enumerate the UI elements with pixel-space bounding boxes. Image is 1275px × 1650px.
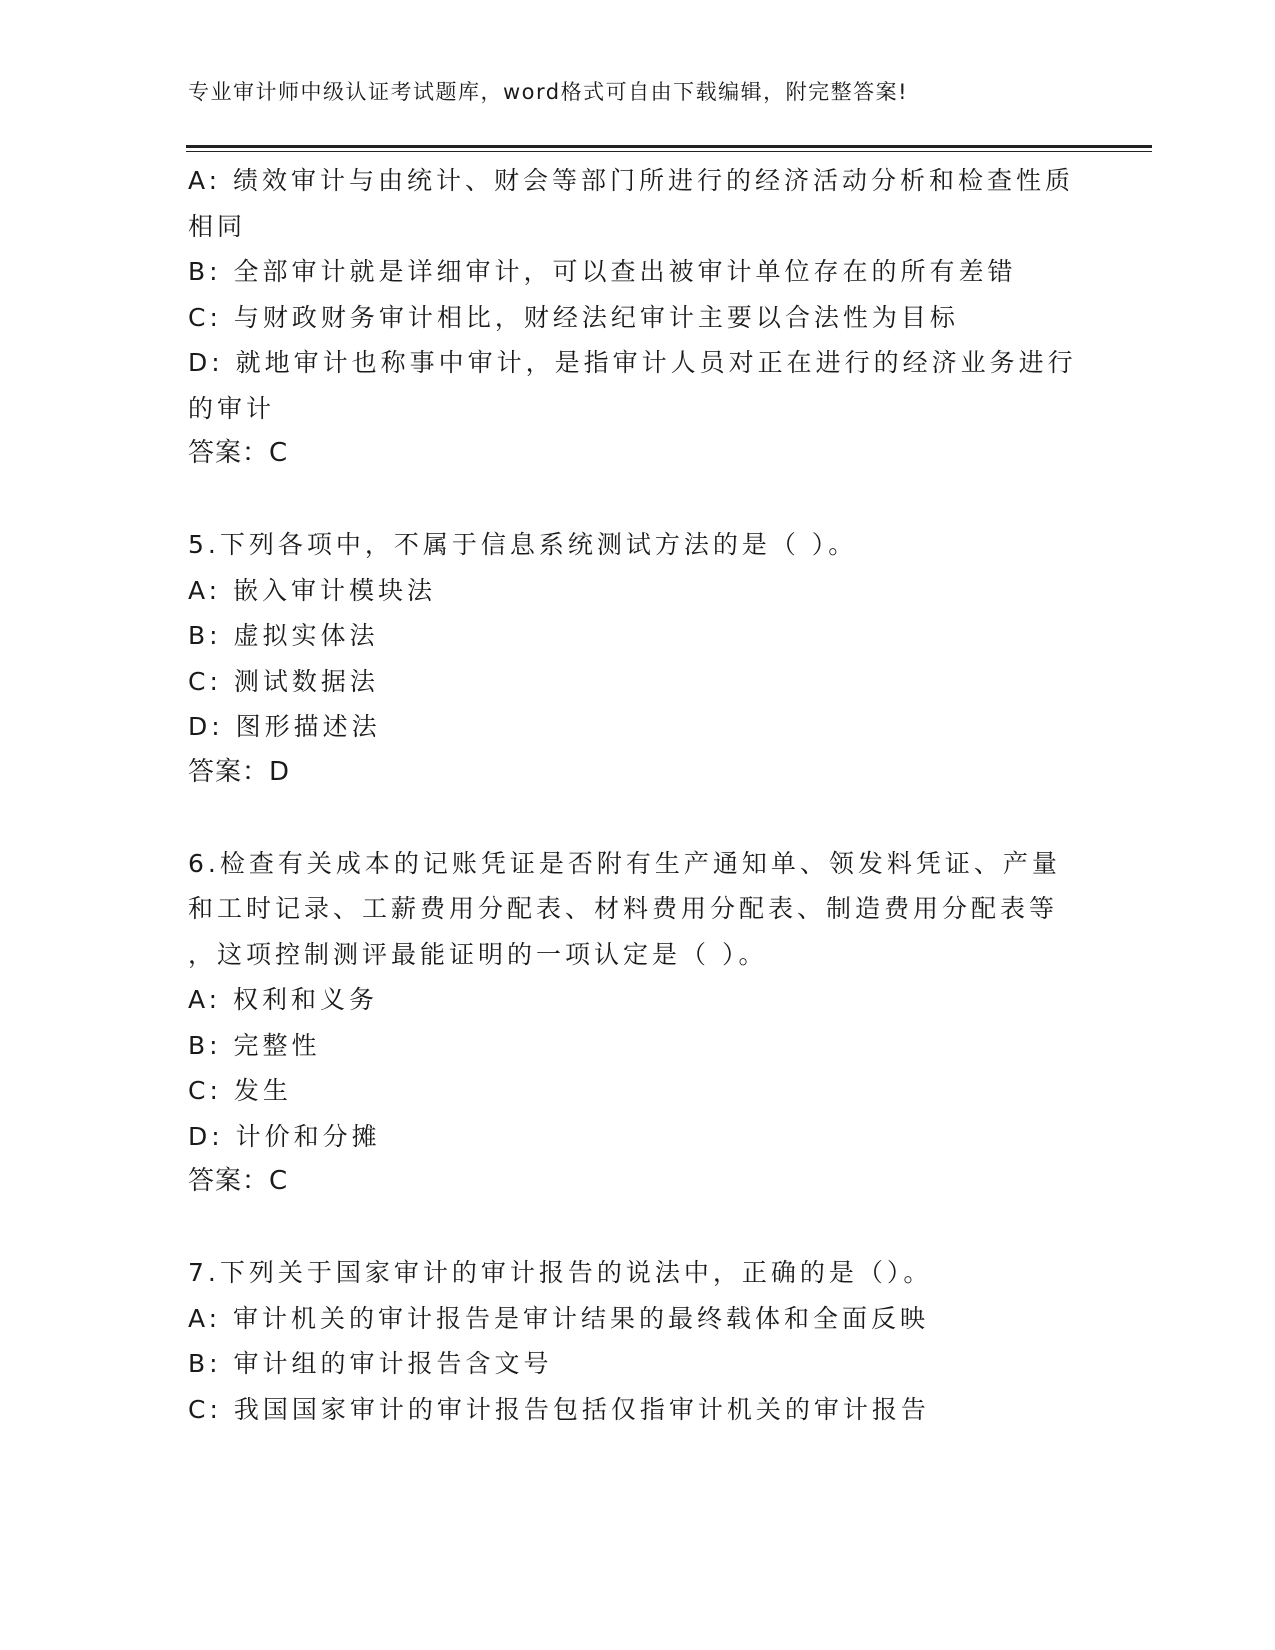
option-line: D: 计价和分摊 (188, 1121, 381, 1151)
option-line: B: 全部审计就是详细审计，可以查出被审计单位存在的所有差错 (188, 257, 1017, 286)
question-text: 和工时记录、工薪费用分配表、材料费用分配表、制造费用分配表等 (188, 894, 1059, 923)
option-line: D: 图形描述法 (188, 712, 381, 741)
option-line: A: 权利和义务 (188, 985, 379, 1014)
question-block-7 (188, 1250, 1088, 1432)
answer-line: 答案：C (188, 438, 289, 468)
answer-line: 答案：C (188, 1166, 289, 1196)
question-text: 5.下列各项中，不属于信息系统测试方法的是（ ）。 (188, 530, 858, 559)
spacer (188, 1205, 1088, 1251)
option-line: A: 嵌入审计模块法 (188, 575, 437, 605)
option-line: B: 虚拟实体法 (188, 621, 379, 650)
option-line: C: 我国国家审计的审计报告包括仅指审计机关的审计报告 (188, 1394, 930, 1424)
header-rule-thick (186, 145, 1152, 148)
question-text: 7.下列关于国家审计的审计报告的说法中，正确的是（）。 (188, 1258, 933, 1287)
option-line: D: 就地审计也称事中审计，是指审计人员对正在进行的经济业务进行 (188, 348, 1077, 377)
option-line: B: 审计组的审计报告含文号 (188, 1349, 553, 1378)
option-line: 相同 (188, 211, 247, 241)
spacer (188, 795, 1088, 841)
option-line: C: 发生 (188, 1076, 292, 1105)
answer-line: 答案：D (188, 756, 291, 787)
spacer (188, 477, 1088, 523)
question-block-5 (188, 522, 1088, 795)
option-line: 的审计 (188, 393, 276, 423)
question-text: ，这项控制测评最能证明的一项认定是（ ）。 (188, 939, 768, 969)
page-header: 专业审计师中级认证考试题库，word格式可自由下载编辑，附完整答案! (188, 80, 909, 104)
header-rule-thin (186, 151, 1152, 152)
option-line: C: 与财政财务审计相比，财经法纪审计主要以合法性为目标 (188, 302, 959, 332)
option-line: A: 审计机关的审计报告是审计结果的最终载体和全面反映 (188, 1303, 930, 1333)
option-line: A: 绩效审计与由统计、财会等部门所进行的经济活动分析和检查性质 (188, 166, 1075, 195)
question-block-6 (188, 841, 1088, 1205)
option-line: B: 完整性 (188, 1030, 321, 1060)
option-line: C: 测试数据法 (188, 666, 379, 696)
question-text: 6.检查有关成本的记账凭证是否附有生产通知单、领发料凭证、产量 (188, 848, 1061, 878)
exam-content (188, 158, 1088, 1432)
question-block-prev (188, 158, 1088, 477)
